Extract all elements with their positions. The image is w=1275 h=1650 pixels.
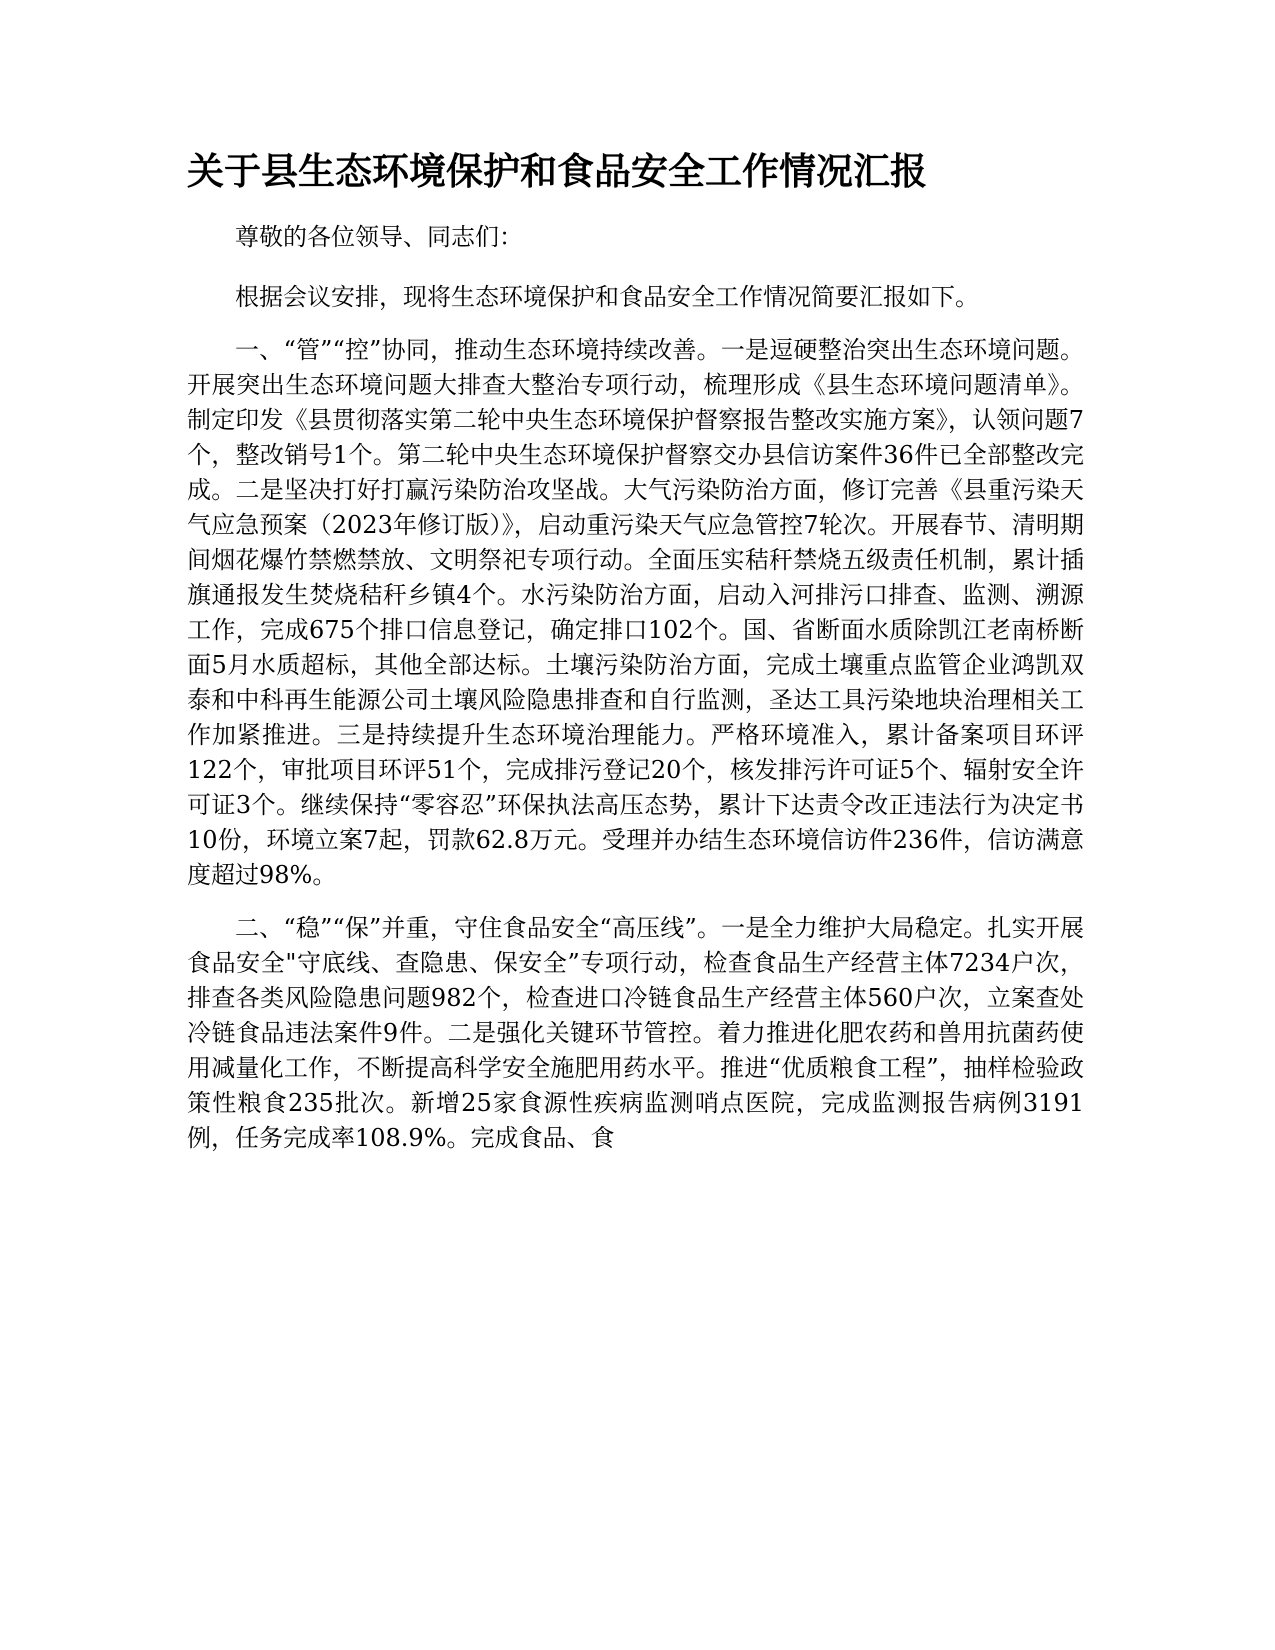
- document-body: [187, 220, 1084, 1174]
- paragraph-section-2: 二、“稳”“保”并重，守住食品安全“高压线”。一是全力维护大局稳定。扎实开展食品安全"守底线、查隐患、保安全”专项行动，检查食品生产经营主体7234户次，排查各类风险隐患问题982个，检查进口冷链食品生产经营主体560户次，立案查处冷链食品违法案件9件。二是强化关键环节管控。着力推进化肥农药和兽用抗菌药使用减量化工作，不断提高科学安全施肥用药水平。推进“优质粮食工程”，抽样检验政策性粮食235批次。新增25家食源性疾病监测哨点医院，完成监测报告病例3191例，任务完成率108.9%。完成食品、食: [187, 914, 1084, 1152]
- paragraph-intro: 根据会议安排，现将生态环境保护和食品安全工作情况简要汇报如下。: [235, 283, 979, 311]
- salutation: 尊敬的各位领导、同志们：: [235, 223, 523, 251]
- document-title: 关于县生态环境保护和食品安全工作情况汇报: [187, 150, 927, 193]
- paragraph-section-1: 一、“管”“控”协同，推动生态环境持续改善。一是逗硬整治突出生态环境问题。开展突出生态环境问题大排查大整治专项行动，梳理形成《县生态环境问题清单》。制定印发《县贯彻落实第二轮中央生态环境保护督察报告整改实施方案》，认领问题7个，整改销号1个。第二轮中央生态环境保护督察交办县信访案件36件已全部整改完成。二是坚决打好打赢污染防治攻坚战。大气污染防治方面，修订完善《县重污染天气应急预案（2023年修订版）》，启动重污染天气应急管控7轮次。开展春节、清明期间烟花爆竹禁燃禁放、文明祭祀专项行动。全面压实秸秆禁烧五级责任机制，累计插旗通报发生焚烧秸秆乡镇4个。水污染防治方面，启动入河排污口排查、监测、溯源工作，完成675个排口信息登记，确定排口102个。国、省断面水质除凯江老南桥断面5月水质超标，其他全部达标。土壤污染防治方面，完成土壤重点监管企业鸿凯双泰和中科再生能源公司土壤风险隐患排查和自行监测，圣达工具污染地块治理相关工作加紧推进。三是持续提升生态环境治理能力。严格环境准入，累计备案项目环评122个，审批项目环评51个，完成排污登记20个，核发排污许可证5个、辐射安全许可证3个。继续保持“零容忍”环保执法高压态势，累计下达责令改正违法行为决定书10份，环境立案7起，罚款62.8万元。受理并办结生态环境信访件236件，信访满意度超过98%。: [187, 336, 1084, 889]
